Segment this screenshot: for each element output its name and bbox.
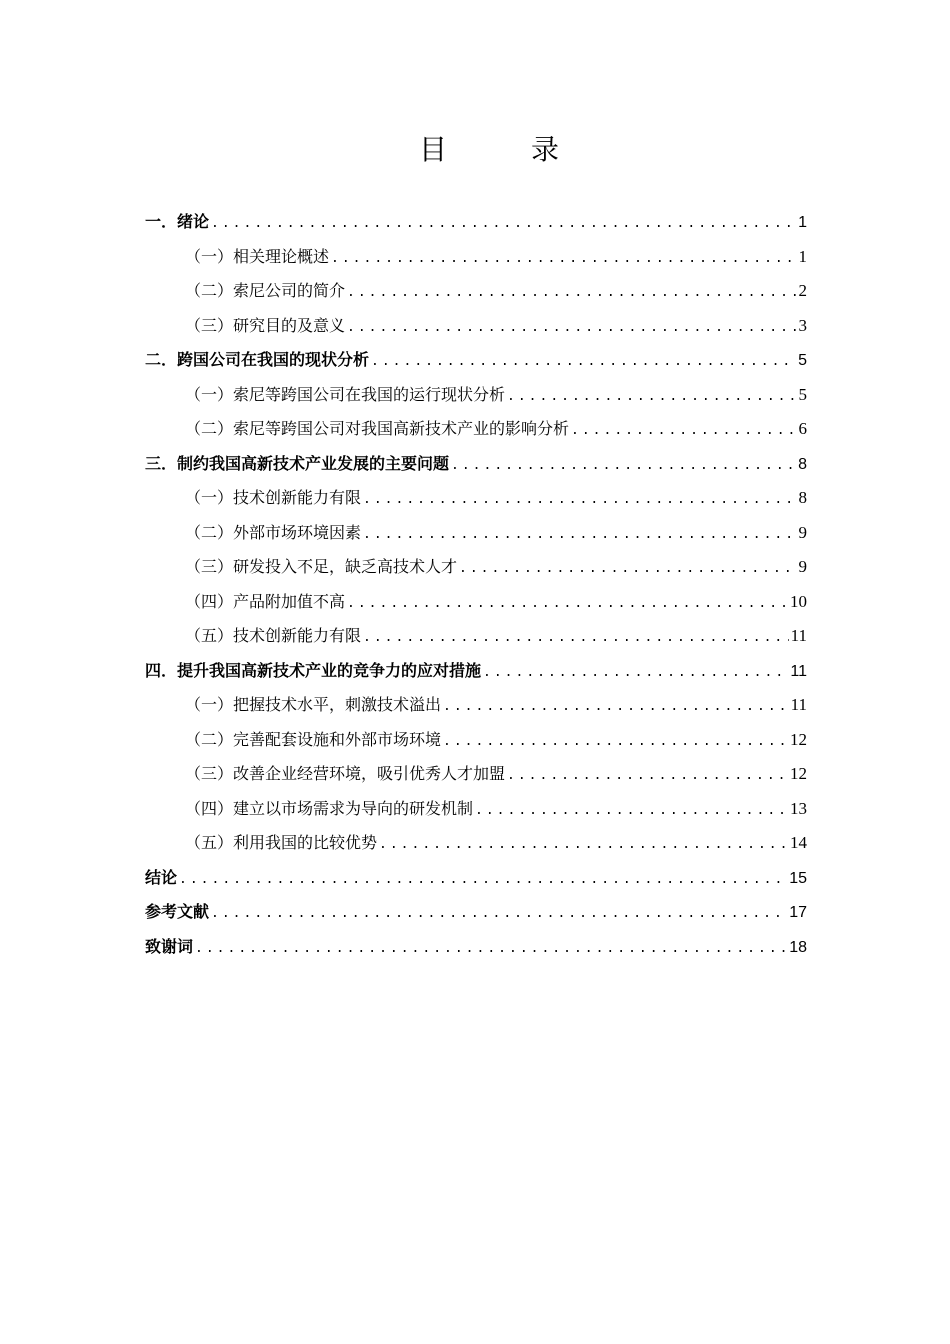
toc-entry-label: 二．跨国公司在我国的现状分析 <box>145 350 370 369</box>
toc-page-number: 12 <box>790 729 807 749</box>
toc-page-number: 8 <box>798 455 807 473</box>
page-title: 目 录 <box>418 133 587 166</box>
toc-section-entry[interactable] <box>145 757 807 792</box>
toc-page-number: 1 <box>798 214 807 231</box>
toc-entry-label: 参考文献 <box>145 902 210 921</box>
toc-section-entry[interactable] <box>145 274 807 309</box>
toc-section-entry[interactable] <box>145 481 807 516</box>
toc-dot-leader <box>459 552 796 587</box>
toc-page-number: 18 <box>789 938 807 956</box>
toc-section-entry[interactable] <box>145 378 807 413</box>
toc-entry-label: （二）索尼公司的简介 <box>185 281 346 300</box>
toc-section-entry[interactable] <box>145 585 807 620</box>
toc-page-number: 11 <box>790 626 807 645</box>
toc-page-number: 1 <box>798 246 807 266</box>
toc-dot-leader <box>507 380 796 415</box>
toc-dot-leader <box>331 242 796 277</box>
toc-chapter-entry[interactable] <box>145 895 807 930</box>
toc-entry-label: 三．制约我国高新技术产业发展的主要问题 <box>145 453 450 473</box>
toc-dot-leader <box>379 828 788 863</box>
toc-dot-leader <box>211 897 787 932</box>
toc-chapter-entry[interactable] <box>145 205 807 240</box>
toc-section-entry[interactable] <box>145 309 807 344</box>
toc-section-entry[interactable] <box>145 550 807 585</box>
toc-page-number: 8 <box>798 488 807 507</box>
toc-dot-leader <box>443 690 789 725</box>
toc-page-number: 10 <box>790 591 807 611</box>
toc-entry-label: （三）研发投入不足，缺乏高技术人才 <box>185 557 458 576</box>
toc-entry-label: （三）改善企业经营环境，吸引优秀人才加盟 <box>185 764 506 783</box>
toc-section-entry[interactable] <box>145 619 807 654</box>
toc-entry-label: （二）索尼等跨国公司对我国高新技术产业的影响分析 <box>185 419 570 438</box>
toc-page-number: 6 <box>798 419 807 438</box>
toc-entry-label: （一）把握技术水平，刺激技术溢出 <box>185 695 442 714</box>
toc-dot-leader <box>195 932 787 967</box>
toc-entry-label: 一．绪论 <box>145 212 210 231</box>
toc-entry-label: 致谢词 <box>145 936 194 956</box>
toc-page-number: 5 <box>798 352 807 369</box>
toc-page-number: 5 <box>798 384 807 404</box>
toc-section-entry[interactable] <box>145 792 807 827</box>
toc-dot-leader <box>211 207 796 242</box>
toc-dot-leader <box>179 863 787 898</box>
toc-page-number: 11 <box>790 695 807 714</box>
toc-entry-label: 结论 <box>145 867 178 887</box>
toc-dot-leader <box>507 759 788 794</box>
toc-page-number: 17 <box>789 904 807 921</box>
toc-page-number: 9 <box>798 522 807 542</box>
toc-dot-leader <box>363 483 796 518</box>
toc-entry-label: （一）相关理论概述 <box>185 246 330 266</box>
toc-entry-label: （四）产品附加值不高 <box>185 591 346 611</box>
toc-entry-label: （五）利用我国的比较优势 <box>185 833 378 852</box>
toc-dot-leader <box>347 587 788 622</box>
toc-dot-leader <box>475 794 788 829</box>
toc-dot-leader <box>363 621 789 656</box>
toc-section-entry[interactable] <box>145 688 807 723</box>
toc-page-number: 3 <box>798 315 807 335</box>
toc-page-number: 11 <box>790 662 807 680</box>
toc-page-number: 12 <box>790 764 807 783</box>
toc-page-number: 9 <box>798 557 807 576</box>
toc-entry-label: 四．提升我国高新技术产业的竞争力的应对措施 <box>145 660 482 680</box>
toc-page-number: 13 <box>790 798 807 818</box>
toc-chapter-entry[interactable] <box>145 861 807 896</box>
toc-section-entry[interactable] <box>145 723 807 758</box>
toc-entry-label: （一）技术创新能力有限 <box>185 488 362 507</box>
toc-entry-label: （一）索尼等跨国公司在我国的运行现状分析 <box>185 384 506 404</box>
toc-entry-label: （四）建立以市场需求为导向的研发机制 <box>185 798 474 818</box>
toc-chapter-entry[interactable] <box>145 447 807 482</box>
toc-entry-label: （二）外部市场环境因素 <box>185 522 362 542</box>
toc-page-number: 14 <box>790 833 807 852</box>
toc-dot-leader <box>451 449 796 484</box>
toc-section-entry[interactable] <box>145 412 807 447</box>
toc-dot-leader <box>571 414 796 449</box>
toc-section-entry[interactable] <box>145 240 807 275</box>
toc-dot-leader <box>483 656 788 691</box>
toc-dot-leader <box>347 311 796 346</box>
toc-dot-leader <box>363 518 796 553</box>
toc-page-number: 2 <box>798 281 807 300</box>
toc-chapter-entry[interactable] <box>145 930 807 965</box>
toc-entry-label: （二）完善配套设施和外部市场环境 <box>185 729 442 749</box>
toc-section-entry[interactable] <box>145 826 807 861</box>
toc-chapter-entry[interactable] <box>145 343 807 378</box>
toc-section-entry[interactable] <box>145 516 807 551</box>
toc-chapter-entry[interactable] <box>145 654 807 689</box>
toc-entry-label: （三）研究目的及意义 <box>185 315 346 335</box>
toc-dot-leader <box>347 276 796 311</box>
toc-page-number: 15 <box>789 869 807 887</box>
toc-entry-label: （五）技术创新能力有限 <box>185 626 362 645</box>
table-of-contents <box>145 205 807 964</box>
toc-dot-leader <box>443 725 788 760</box>
toc-dot-leader <box>371 345 796 380</box>
